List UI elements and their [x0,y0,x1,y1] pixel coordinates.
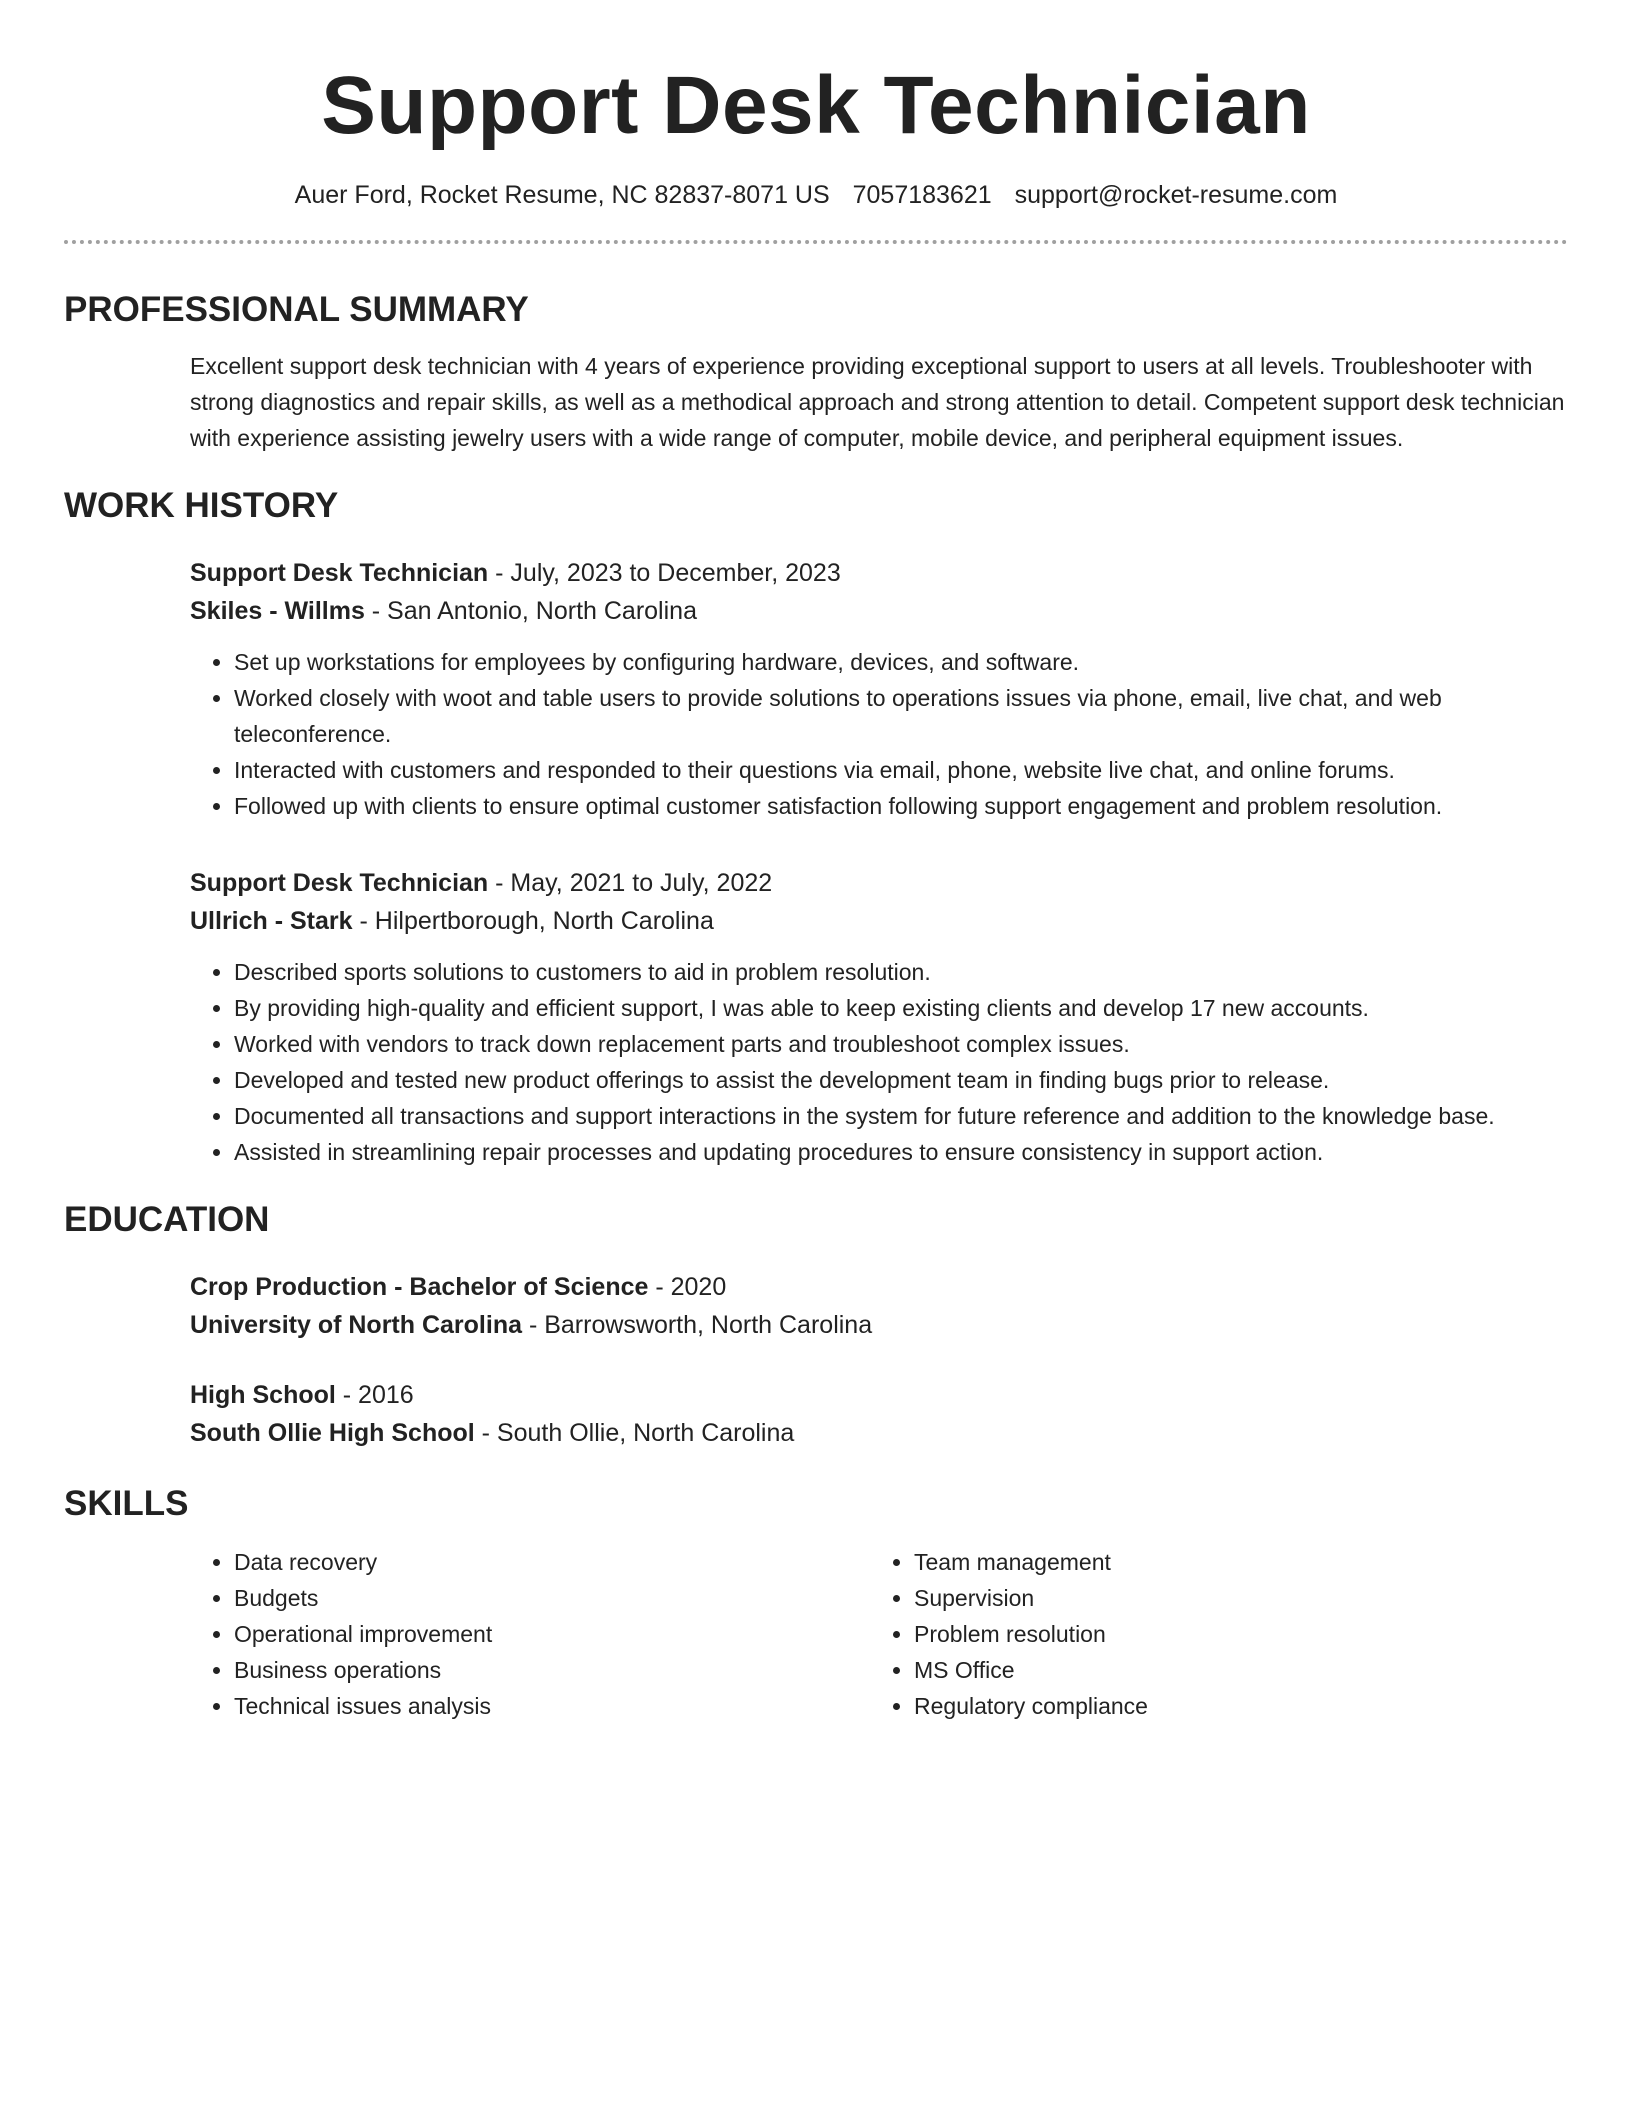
skill-item: • Team management [914,1544,1554,1580]
summary-heading: PROFESSIONAL SUMMARY [64,290,529,329]
education-degree: Crop Production - Bachelor of Science [190,1273,649,1301]
job-bullet: • Followed up with clients to ensure optimal customer satisfaction following support engagement and problem resolution. [234,788,1568,824]
skill-item: • Budgets [234,1580,870,1616]
skills-heading: SKILLS [64,1484,189,1523]
job-bullet: • Worked with vendors to track down replacement parts and troubleshoot complex issues. [234,1026,1568,1062]
education-school-line [190,1306,1568,1344]
education-school-line [190,1414,1568,1452]
job-company-line [190,902,1568,940]
education-heading: EDUCATION [64,1200,270,1239]
skill-item: • Business operations [234,1652,870,1688]
summary-section [64,288,1568,456]
job-bullets [190,644,1568,824]
job-company-line [190,592,1568,630]
skill-item: • Regulatory compliance [914,1688,1554,1724]
skills-list-left [190,1544,870,1724]
skill-item: • Supervision [914,1580,1554,1616]
job-entry [190,864,1568,1170]
skill-item: • Problem resolution [914,1616,1554,1652]
education-degree-line [190,1268,1568,1306]
summary-text: Excellent support desk technician with 4 years of experience providing exceptional support to users at all levels. Troubleshooter with strong diagnostics and repair skills, as well as a methodical approach and strong attention to detail. Competent support desk technician with experience assisting jewelry users with a wide range of computer, mobile device, and peripheral equipment issues. [190,353,1565,451]
education-school: South Ollie High School [190,1419,475,1447]
skills-columns [190,1544,1568,1724]
job-bullet: • Interacted with customers and responded to their questions via email, phone, website live chat, and online forums. [234,752,1568,788]
job-bullets [190,954,1568,1170]
skills-list-right [870,1544,1554,1724]
job-bullet: • By providing high-quality and efficient support, I was able to keep existing clients and develop 17 new accounts. [234,990,1568,1026]
education-location: - Barrowsworth, North Carolina [522,1311,873,1339]
job-bullet: • Documented all transactions and support interactions in the system for future reference and addition to the knowledge base. [234,1098,1568,1134]
job-location: - Hilpertborough, North Carolina [352,907,714,935]
job-bullet: • Assisted in streamlining repair processes and updating procedures to ensure consistency in support action. [234,1134,1568,1170]
education-location: - South Ollie, North Carolina [474,1419,795,1447]
candidate-name: Support Desk Technician [321,60,1311,151]
skill-item: • Technical issues analysis [234,1688,870,1724]
job-location: - San Antonio, North Carolina [364,597,697,625]
education-degree: High School [190,1381,336,1409]
job-bullet: • Worked closely with woot and table users to provide solutions to operations issues via phone, email, live chat, and web teleconference. [234,680,1568,752]
education-degree-line [190,1376,1568,1414]
contact-email: support@rocket-resume.com [1014,181,1338,209]
job-entry [190,554,1568,824]
job-bullet: • Set up workstations for employees by configuring hardware, devices, and software. [234,644,1568,680]
job-bullet: • Described sports solutions to customers to aid in problem resolution. [234,954,1568,990]
resume-page [64,0,1568,1724]
contact-address: Auer Ford, Rocket Resume, NC 82837-8071 US [294,181,830,209]
job-dates: - May, 2021 to July, 2022 [488,869,773,897]
job-company: Ullrich - Stark [190,907,353,935]
job-title-line [190,864,1568,902]
job-bullet: • Developed and tested new product offerings to assist the development team in finding bugs prior to release. [234,1062,1568,1098]
job-dates: - July, 2023 to December, 2023 [488,559,841,587]
education-school: University of North Carolina [190,1311,522,1339]
work-history-heading: WORK HISTORY [64,486,339,525]
education-section [64,1198,1568,1452]
education-entry [190,1268,1568,1344]
header-divider [64,240,1568,244]
contact-phone: 7057183621 [852,181,992,209]
education-year: - 2016 [335,1381,414,1409]
skill-item: • Data recovery [234,1544,870,1580]
job-company: Skiles - Willms [190,597,365,625]
contact-line [64,178,1568,212]
education-year: - 2020 [648,1273,727,1301]
job-role: Support Desk Technician [190,869,489,897]
job-title-line [190,554,1568,592]
skill-item: • Operational improvement [234,1616,870,1652]
work-history-section [64,484,1568,1170]
education-entry [190,1376,1568,1452]
skills-section [64,1482,1568,1724]
skill-item: • MS Office [914,1652,1554,1688]
job-role: Support Desk Technician [190,559,489,587]
